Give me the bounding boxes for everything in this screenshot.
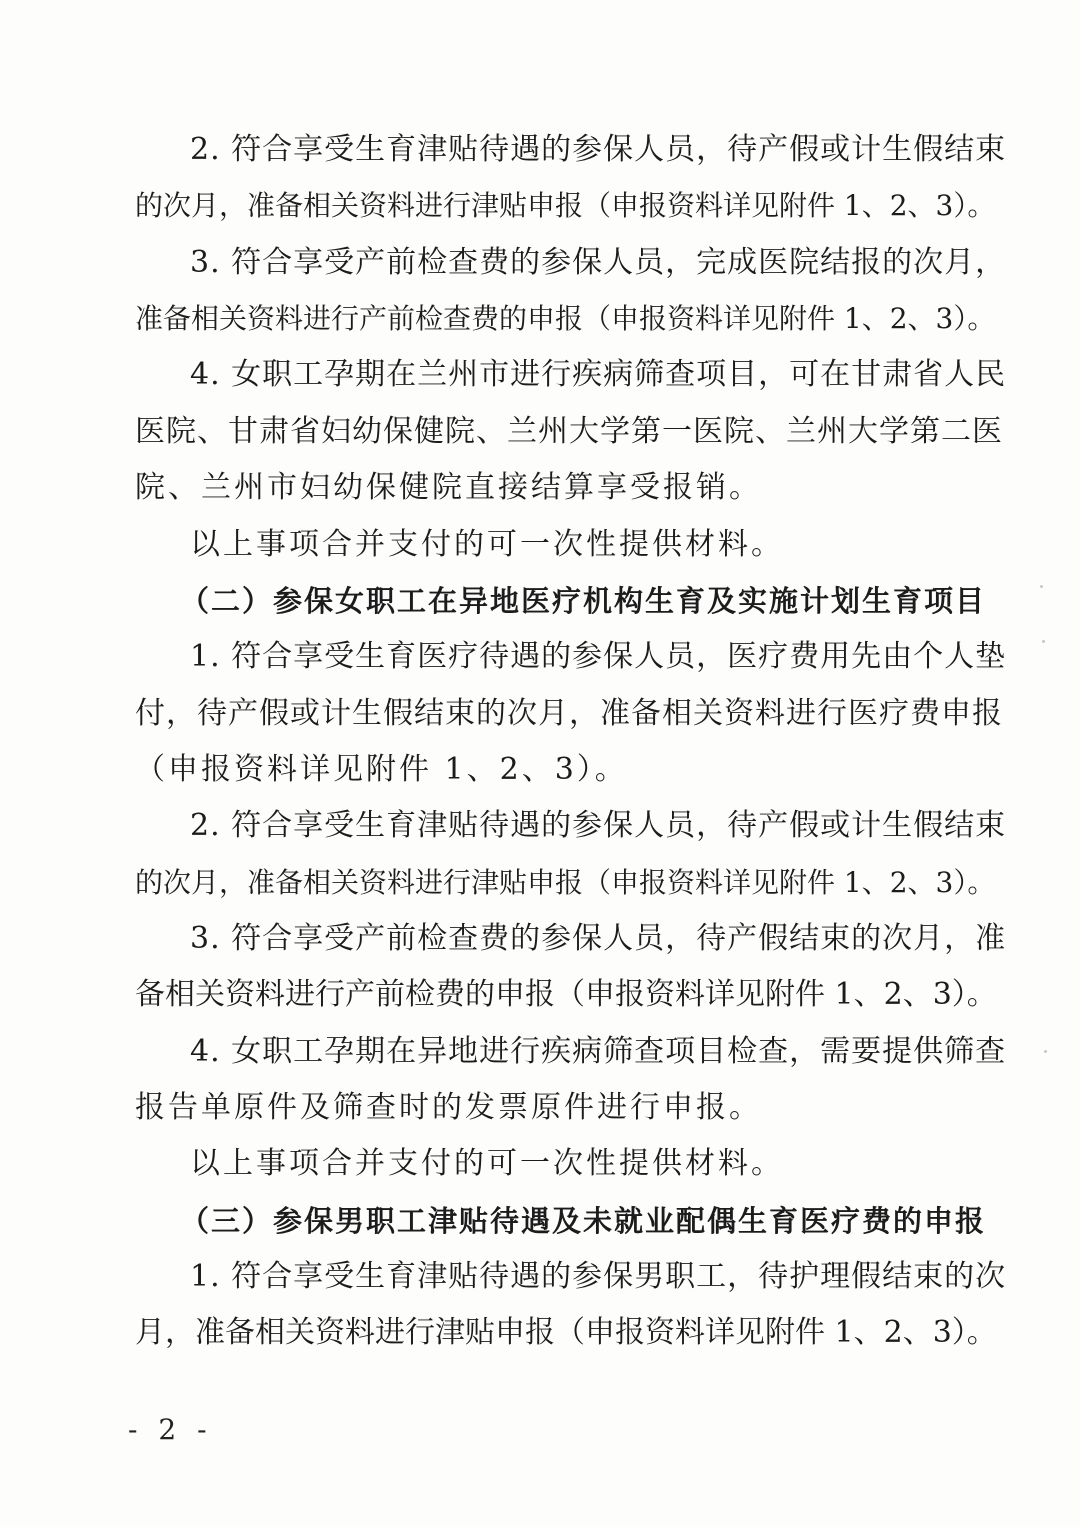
paragraph-line: 4. 女职工孕期在异地进行疾病筛查项目检查，需要提供筛查: [190, 1034, 1007, 1069]
paragraph-line: 以上事项合并支付的可一次性提供材料。: [190, 527, 784, 562]
paragraph-line: 院、兰州市妇幼保健院直接结算享受报销。: [135, 470, 762, 505]
paragraph-line: 报告单原件及筛查时的发票原件进行申报。: [135, 1090, 762, 1125]
paragraph-line: 以上事项合并支付的可一次性提供材料。: [190, 1146, 784, 1181]
paragraph-line: 2. 符合享受生育津贴待遇的参保人员，待产假或计生假结束: [190, 808, 1007, 843]
paragraph-line: 1. 符合享受生育医疗待遇的参保人员，医疗费用先由个人垫: [190, 639, 1007, 674]
paragraph-line: 1. 符合享受生育津贴待遇的参保男职工，待护理假结束的次: [190, 1259, 1007, 1294]
paragraph-line: 4. 女职工孕期在兰州市进行疾病筛查项目，可在甘肃省人民: [190, 357, 1007, 392]
paragraph-line: 付，待产假或计生假结束的次月，准备相关资料进行医疗费申报: [135, 696, 1003, 731]
scan-speck: [1044, 1050, 1047, 1053]
paragraph-line: 月，准备相关资料进行津贴申报（申报资料详见附件 1、2、3）。: [135, 1315, 997, 1350]
paragraph-line: 准备相关资料进行产前检查费的申报（申报资料详见附件 1、2、3）。: [135, 302, 996, 335]
paragraph-line: 3. 符合享受产前检查费的参保人员，完成医院结报的次月，: [190, 245, 1007, 280]
paragraph-line: 医院、甘肃省妇幼保健院、兰州大学第一医院、兰州大学第二医: [135, 414, 1003, 449]
paragraph-line: 的次月，准备相关资料进行津贴申报（申报资料详见附件 1、2、3）。: [135, 189, 996, 222]
paragraph-line: 2. 符合享受生育津贴待遇的参保人员，待产假或计生假结束: [190, 132, 1007, 167]
scan-speck: [1042, 640, 1045, 643]
section-heading: （三）参保男职工津贴待遇及未就业配偶生育医疗费的申报: [180, 1204, 987, 1238]
paragraph-line: 3. 符合享受产前检查费的参保人员，待产假结束的次月，准: [190, 921, 1007, 956]
paragraph-line: 的次月，准备相关资料进行津贴申报（申报资料详见附件 1、2、3）。: [135, 866, 996, 899]
scan-speck: [1040, 585, 1043, 588]
paragraph-line: （申报资料详见附件 1、2、3）。: [135, 752, 628, 787]
page-number: - 2 -: [128, 1413, 213, 1446]
section-heading: （二）参保女职工在异地医疗机构生育及实施计划生育项目: [180, 584, 987, 618]
paragraph-line: 备相关资料进行产前检费的申报（申报资料详见附件 1、2、3）。: [135, 977, 997, 1012]
